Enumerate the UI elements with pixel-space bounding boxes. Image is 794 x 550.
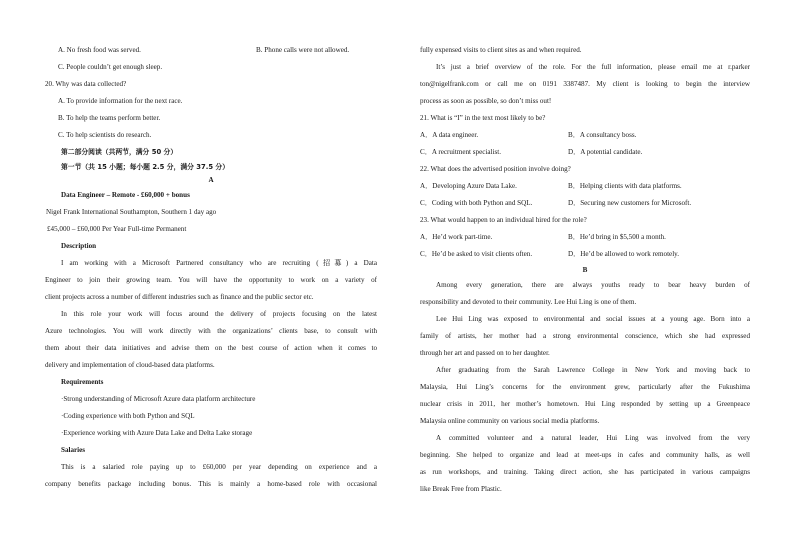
- q23-option-d: D．He’d be allowed to work remotely.: [568, 250, 680, 258]
- requirement-item: ·Experience working with Azure Data Lake and Delta Lake storage: [61, 429, 253, 437]
- requirement-item: ·Coding experience with both Python and SQL: [61, 412, 195, 420]
- q21-option-d: D．A potential candidate.: [568, 148, 643, 156]
- description-paragraph-2: [45, 306, 377, 374]
- q21-options-ab: [420, 127, 750, 144]
- text-line: like Break Free from Plastic.: [420, 485, 502, 493]
- text-line: Among every generation, there are always youths ready to bear heavy burden of: [436, 281, 750, 289]
- q22-stem: 22. What does the advertised position involve doing?: [420, 165, 571, 173]
- q20-option-b: B. To help the teams perform better.: [58, 114, 161, 122]
- q20-option-c: C. To help scientists do research.: [58, 131, 152, 139]
- text-line: delivery and implementation of cloud-based data platforms.: [45, 361, 215, 369]
- q21-option-b: B．A consultancy boss.: [568, 131, 637, 139]
- salary-line: £45,000 – £60,000 Per Year Full-time Permanent: [47, 225, 187, 233]
- passage-b-paragraph-2: [420, 311, 750, 362]
- salaries-heading: Salaries: [61, 446, 86, 454]
- text-line: In this role your work will focus around the delivery of projects focusing on the latest: [61, 310, 377, 318]
- right-column: [420, 42, 750, 498]
- subsection-title: 第一节（共 15 小题；每小题 2.5 分，满分 37.5 分）: [61, 163, 230, 171]
- q19-option-b: B. Phone calls were not allowed.: [256, 46, 350, 54]
- passage-a-letter: A: [208, 176, 214, 184]
- q23-option-a: A．He’d work part-time.: [420, 233, 493, 241]
- q23-option-c: C．He’d be asked to visit clients often.: [420, 250, 533, 258]
- q23-options-ab: [420, 229, 750, 246]
- company-line: Nigel Frank International Southampton, Southern 1 day ago: [46, 208, 217, 216]
- requirement-item: ·Strong understanding of Microsoft Azure data platform architecture: [61, 395, 256, 403]
- q22-options-cd: [420, 195, 750, 212]
- passage-b-paragraph-3: [420, 362, 750, 430]
- q20-stem: 20. Why was data collected?: [45, 80, 127, 88]
- overview-paragraph: [420, 59, 750, 110]
- q22-option-c: C．Coding with both Python and SQL.: [420, 199, 533, 207]
- q23-options-cd: [420, 246, 750, 263]
- q22-options-ab: [420, 178, 750, 195]
- text-line: process as soon as possible, so don’t miss out!: [420, 97, 552, 105]
- q19-option-a: A. No fresh food was served.: [58, 46, 141, 54]
- q22-option-b: B．Helping clients with data platforms.: [568, 182, 682, 190]
- text-line: It’s just a brief overview of the role. For the full information, please email me at r.parker: [436, 63, 750, 71]
- q21-options-cd: [420, 144, 750, 161]
- text-line: as run workshops, and training. Taking direct action, she has participated in various campaigns: [420, 468, 750, 476]
- job-title: Data Engineer – Remote - £60,000 + bonus: [61, 191, 190, 199]
- left-column: [45, 42, 377, 493]
- text-line: I am working with a Microsoft Partnered consultancy who are recruiting (招募) a Data: [61, 259, 377, 267]
- text-line: ton@nigelfrank.com or call me on 0191 3387487. My client is looking to begin the interview: [420, 80, 750, 88]
- q19-option-c: C. People couldn’t get enough sleep.: [58, 63, 163, 71]
- text-line: Lee Hui Ling was exposed to environmental and social issues at a young age. Born into a: [436, 315, 750, 323]
- text-line: This is a salaried role paying up to £60,000 per year depending on experience and a: [61, 463, 377, 471]
- salaries-paragraph: [45, 459, 377, 493]
- q19-options-ab: [45, 42, 377, 59]
- text-line: After graduating from the Sarah Lawrence College in New York and moving back to: [436, 366, 750, 374]
- q23-option-b: B．He’d bring in $5,500 a month.: [568, 233, 666, 241]
- text-line: client projects across a number of different industries such as finance and the public sector etc.: [45, 293, 314, 301]
- passage-b-paragraph-1: [420, 277, 750, 311]
- passage-b-letter: B: [582, 266, 588, 274]
- q22-option-d: D．Securing new customers for Microsoft.: [568, 199, 692, 207]
- section-title: 第二部分阅读（共两节，满分 50 分）: [61, 148, 178, 156]
- text-line: Malaysia, Hui Ling’s concerns for the environment grew, particularly after the Fukushima: [420, 383, 750, 391]
- description-heading: Description: [61, 242, 97, 250]
- text-line: Engineer to join their growing team. You will have the opportunity to work on a variety of: [45, 276, 377, 284]
- q22-option-a: A．Developing Azure Data Lake.: [420, 182, 517, 190]
- text-line: Malaysia online community on various social media platforms.: [420, 417, 600, 425]
- requirements-heading: Requirements: [61, 378, 104, 386]
- text-line: beginning. She helped to organize and lead at meet-ups in cafes and community halls, as well: [420, 451, 750, 459]
- text-line: A committed volunteer and a natural leader, Hui Ling was involved from the very: [436, 434, 750, 442]
- text-line: family of artists, her mother had a strong environmental conscience, which she had expressed: [420, 332, 750, 340]
- text-line: Azure technologies. You will work directly with the organizations’ clients base, to consult with: [45, 327, 377, 335]
- text-line: responsibility and devoted to their community. Lee Hui Ling is one of them.: [420, 298, 637, 306]
- q21-option-c: C．A recruitment specialist.: [420, 148, 501, 156]
- q21-option-a: A．A data engineer.: [420, 131, 479, 139]
- q23-stem: 23. What would happen to an individual hired for the role?: [420, 216, 587, 224]
- text-line: through her art and passed on to her daughter.: [420, 349, 550, 357]
- text-line: company benefits package including bonus. This is mainly a home-based role with occasional: [45, 480, 377, 488]
- q20-option-a: A. To provide information for the next race.: [58, 97, 183, 105]
- passage-b-paragraph-4: [420, 430, 750, 498]
- q21-stem: 21. What is “I” in the text most likely to be?: [420, 114, 546, 122]
- salaries-continuation: fully expensed visits to client sites as and when required.: [420, 46, 582, 54]
- text-line: nuclear crisis in 2011, her mother’s hometown. Hui Ling responded by setting up a Greenpeace: [420, 400, 750, 408]
- text-line: them about their data initiatives and advise them on the best course of action when it comes to: [45, 344, 377, 352]
- description-paragraph-1: [45, 255, 377, 306]
